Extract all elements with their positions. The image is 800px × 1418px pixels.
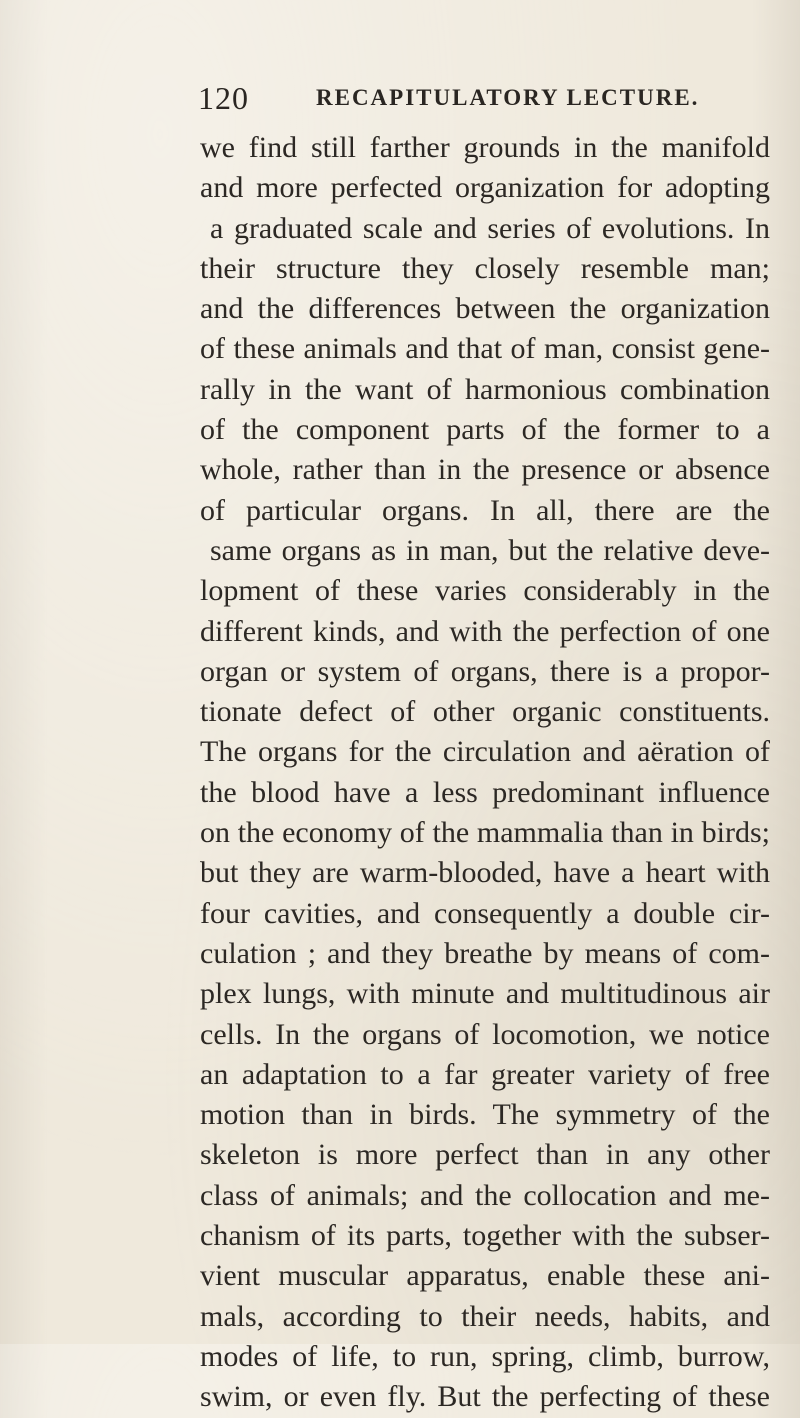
text-line: and the differences between the organization bbox=[200, 292, 770, 326]
text-line: whole, rather than in the presence or absence bbox=[200, 453, 770, 487]
text-line: vient muscular apparatus, enable these ani- bbox=[200, 1259, 770, 1293]
text-line: of particular organs. In all, there are the bbox=[200, 493, 770, 527]
page-number: 120 bbox=[198, 80, 249, 116]
text-line: skeleton is more perfect than in any other bbox=[200, 1138, 770, 1172]
text-line: class of animals; and the collocation and me- bbox=[200, 1178, 770, 1212]
text-line: plex lungs, with minute and multitudinous air bbox=[200, 977, 770, 1011]
text-line: of the component parts of the former to a bbox=[200, 413, 770, 447]
text-line: and more perfected organization for adopting bbox=[200, 171, 770, 205]
text-line: we find still farther grounds in the manifold bbox=[200, 131, 770, 164]
text-line: but they are warm-blooded, have a heart with bbox=[200, 856, 770, 890]
text-line: lopment of these varies considerably in the bbox=[200, 574, 770, 608]
text-line: rally in the want of harmonious combination bbox=[200, 372, 770, 406]
running-title: RECAPITULATORY LECTURE. bbox=[316, 85, 700, 110]
text-line: on the economy of the mammalia than in birds; bbox=[200, 816, 770, 850]
text-line: The organs for the circulation and aëration of bbox=[200, 735, 770, 769]
text-line: an adaptation to a far greater variety of free bbox=[200, 1057, 770, 1091]
text-line: organ or system of organs, there is a propor- bbox=[200, 654, 770, 688]
running-head bbox=[198, 80, 758, 120]
text-line: tionate defect of other organic constituents. bbox=[200, 695, 770, 729]
text-line: culation ; and they breathe by means of com- bbox=[200, 936, 770, 970]
body-text bbox=[200, 128, 770, 1418]
text-line: different kinds, and with the perfection of one bbox=[200, 614, 770, 648]
text-line: of these animals and that of man, consist gene- bbox=[200, 332, 770, 366]
text-line: a graduated scale and series of evolutions. In bbox=[210, 211, 770, 245]
text-line: four cavities, and consequently a double cir- bbox=[200, 896, 770, 930]
text-line: their structure they closely resemble man; bbox=[200, 251, 770, 285]
text-line: modes of life, to run, spring, climb, burrow, bbox=[200, 1339, 770, 1373]
text-line: the blood have a less predominant influence bbox=[200, 775, 770, 809]
text-line: chanism of its parts, together with the subser- bbox=[200, 1219, 770, 1253]
text-line: mals, according to their needs, habits, and bbox=[200, 1299, 770, 1333]
text-line: swim, or even fly. But the perfecting of these bbox=[200, 1380, 770, 1414]
text-line: motion than in birds. The symmetry of the bbox=[200, 1098, 770, 1132]
text-line: cells. In the organs of locomotion, we notice bbox=[200, 1017, 770, 1051]
text-line: same organs as in man, but the relative deve- bbox=[210, 533, 770, 567]
